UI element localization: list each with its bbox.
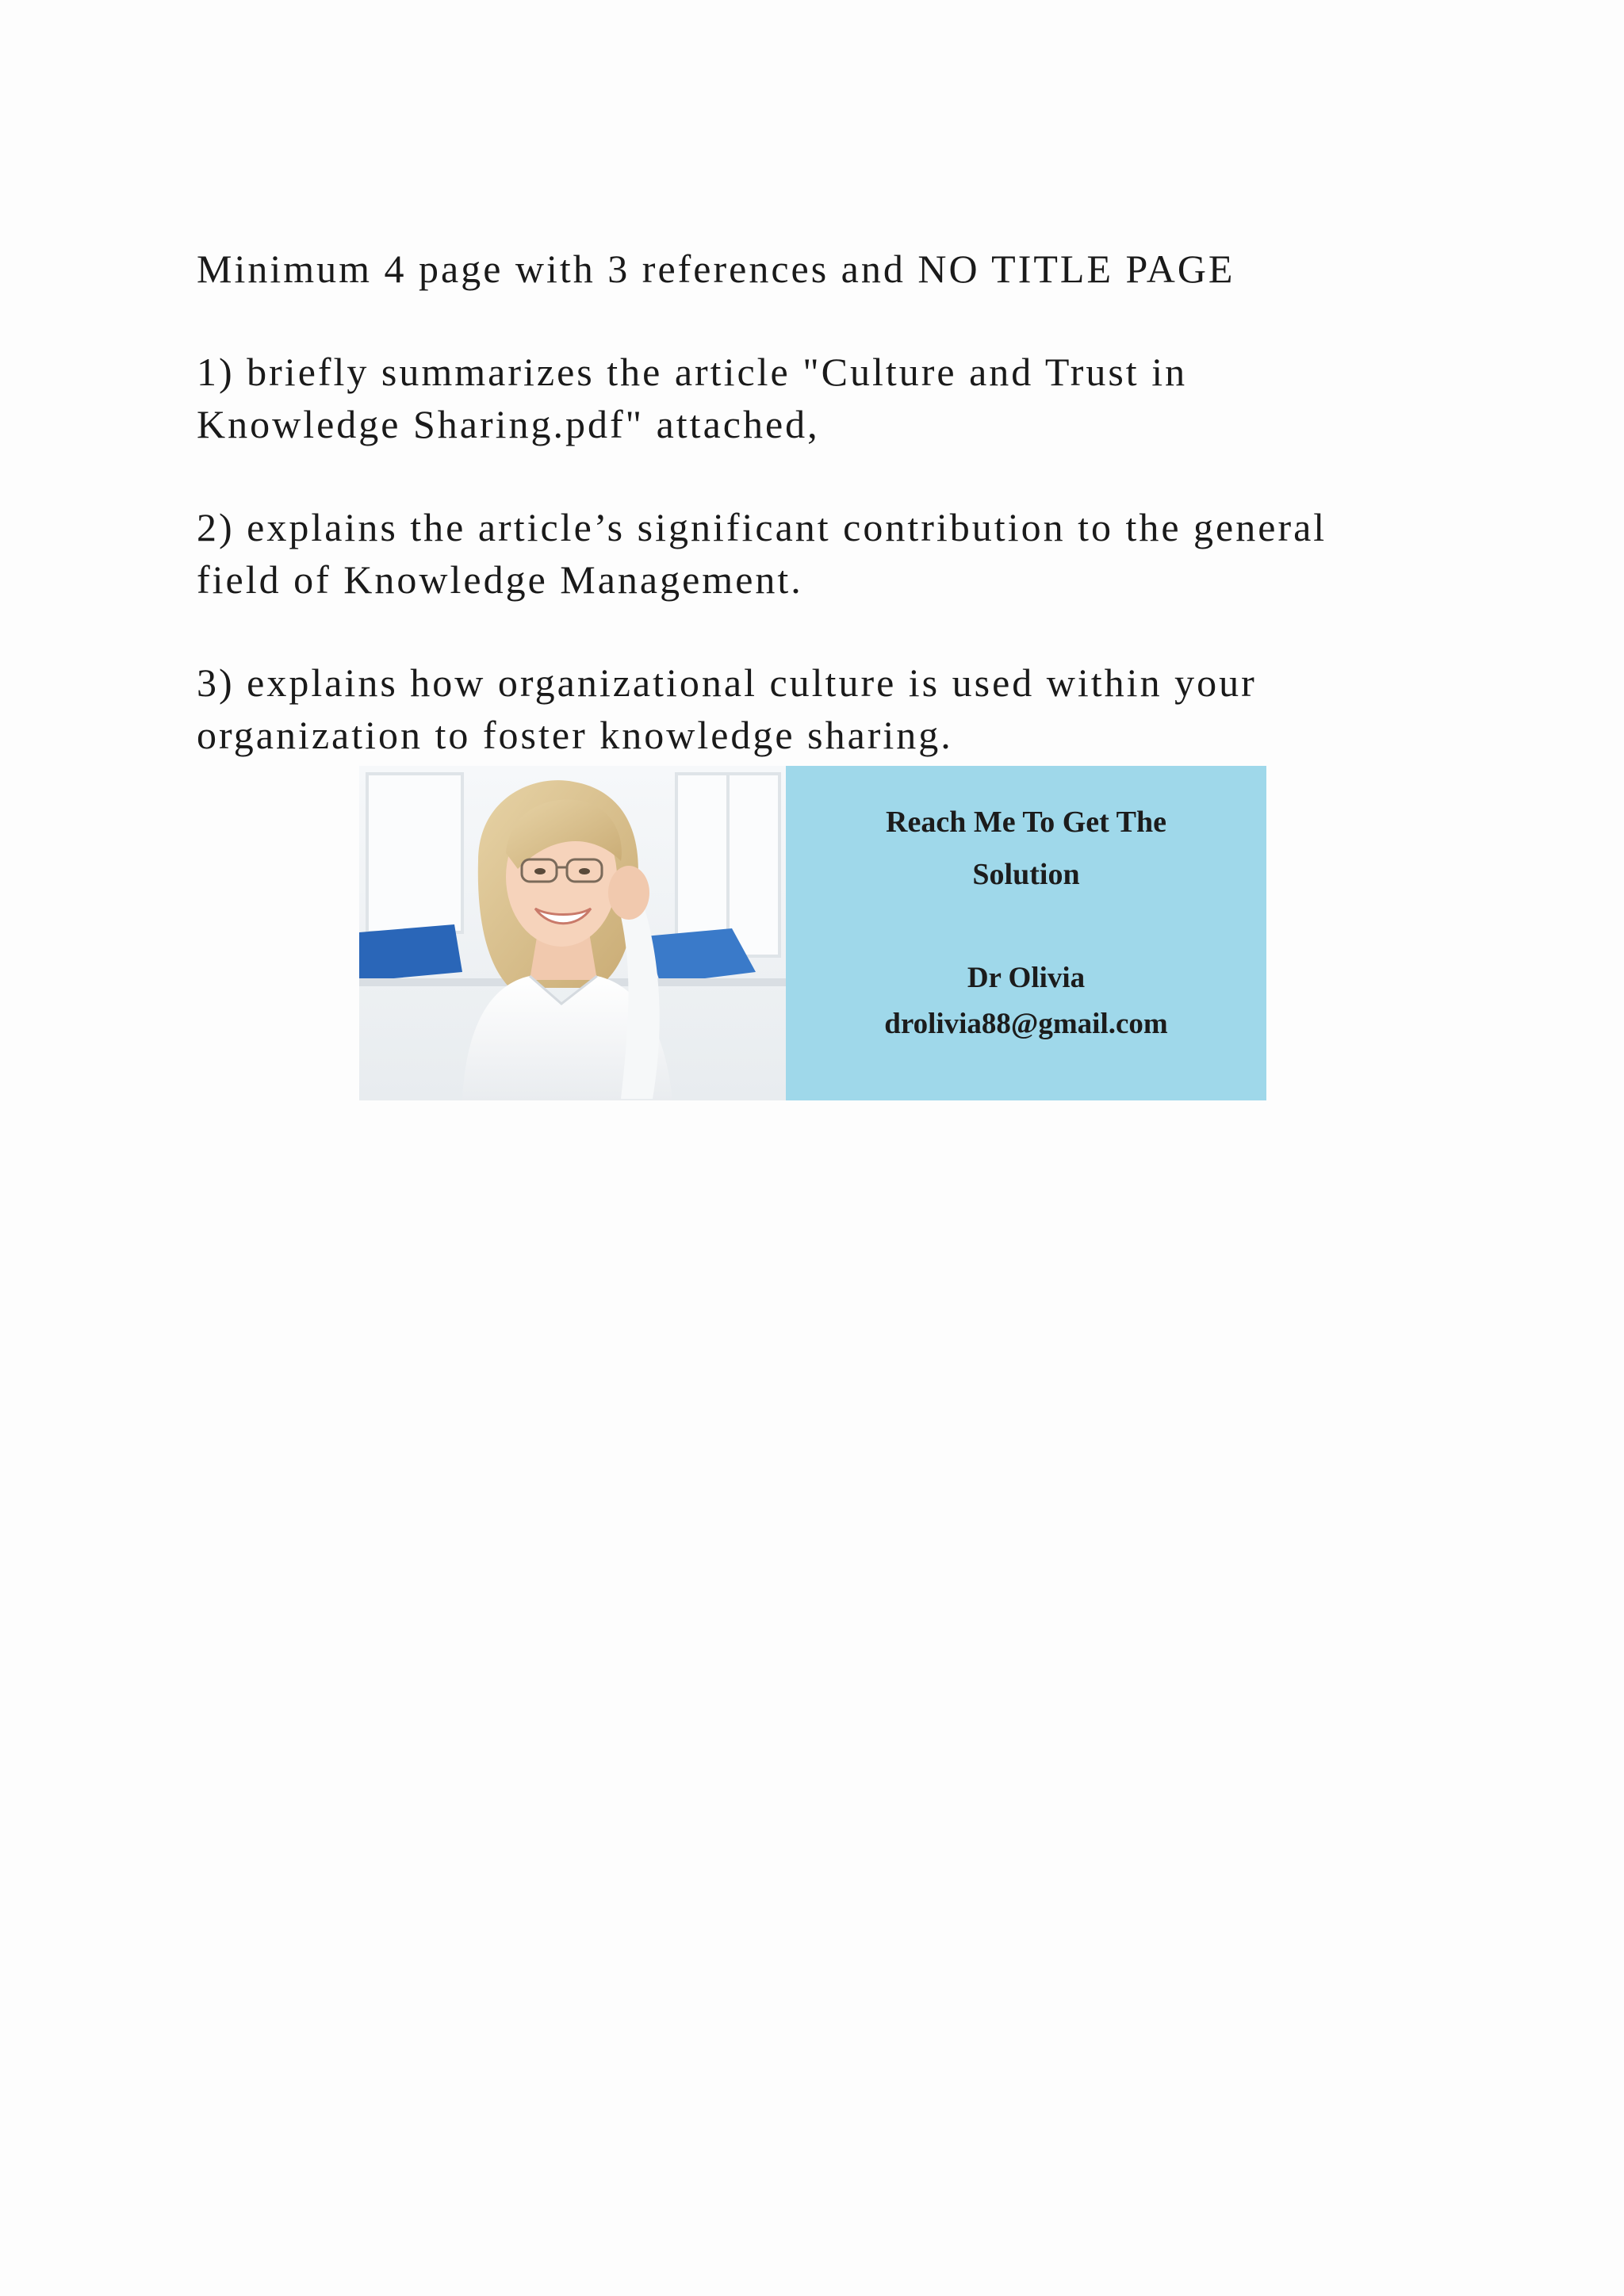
portrait-illustration [359,766,786,1100]
text-line: 1) briefly summarizes the article "Culture and Trust in [197,350,1188,394]
paragraph-item-2 [197,501,1434,606]
paragraph-item-3 [197,656,1434,761]
contact-panel [786,766,1266,1100]
text-line: field of Knowledge Management. [197,557,803,602]
headline-line-2: Solution [972,858,1080,891]
text-line: Minimum 4 page with 3 references and NO TITLE PAGE [197,247,1235,291]
paragraph-requirements [197,243,1434,295]
text-line: organization to foster knowledge sharing. [197,713,953,757]
text-line: Knowledge Sharing.pdf" attached, [197,402,820,446]
text-line: 3) explains how organizational culture is used within your [197,660,1257,705]
contact-headline [786,796,1266,901]
woman-photo [359,766,786,1100]
contact-email: drolivia88@gmail.com [884,1008,1168,1040]
contact-banner [359,766,1266,1100]
headline-line-1: Reach Me To Get The [886,806,1166,839]
paragraph-item-1 [197,346,1434,450]
contact-name: Dr Olivia [967,962,1086,994]
document-body [197,243,1434,761]
text-line: 2) explains the article’s significant contribution to the general [197,505,1327,549]
